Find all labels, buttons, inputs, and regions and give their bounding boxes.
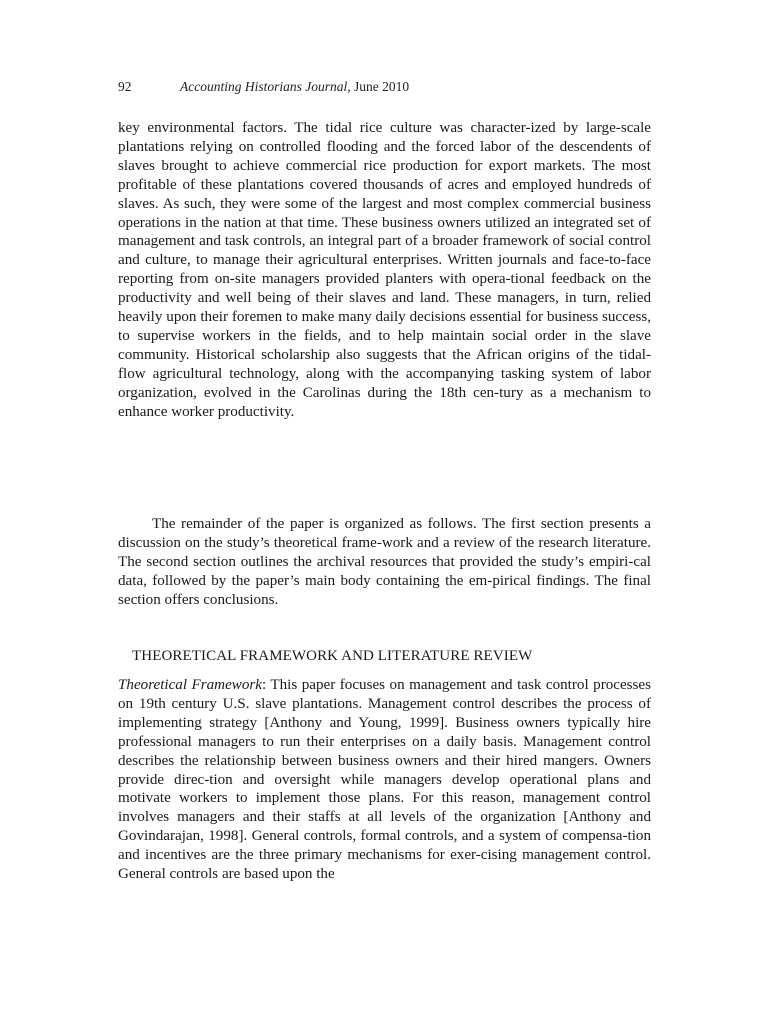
journal-title: Accounting Historians Journal, <box>180 79 351 94</box>
body-paragraph-2: The remainder of the paper is organized as follows. The first section presents a discussion on the study’s theoretical frame-work and a review of the research literature. The second section outlines the archival resources that provided the study’s empiri-cal data, followed by the paper’s main body containing the em-pirical findings. The final section offers conclusions. <box>118 516 651 608</box>
issue-date: June 2010 <box>350 79 410 94</box>
section-heading: THEORETICAL FRAMEWORK AND LITERATURE REVIEW <box>132 648 533 664</box>
page-number: 92 <box>118 79 132 94</box>
subsection-title: Theoretical Framework <box>118 677 262 693</box>
running-header <box>118 78 658 96</box>
body-paragraph-3 <box>118 676 651 884</box>
body-paragraph-3-text: : This paper focuses on management and task control processes on 19th century U.S. slave plantations. Management control describes the process of implementing strategy [Anthony and Young, 1999]. Business owners typically hire professional managers to run their enterprises on a daily basis. Management control describes the relationship between business owners and their hired mangers. Owners provide direc-tion and oversight while managers develop operational plans and motivate workers to implement those plans. For this reason, management control involves managers and their staffs at all levels of the organization [Anthony and Govindarajan, 1998]. General controls, formal controls, and a system of compensa-tion and incentives are the three primary mechanisms for exer-cising management control. General controls are based upon the <box>118 677 651 883</box>
body-paragraph-1: key environmental factors. The tidal rice culture was character-ized by large-scale plantations relying on controlled flooding and the forced labor of the descendents of slaves brought to achieve commercial rice production for export markets. The most profitable of these plantations covered thousands of acres and employed hundreds of slaves. As such, they were some of the largest and most complex commercial business operations in the nation at that time. These business owners utilized an integrated set of management and task controls, an integral part of a broader framework of social control and culture, to manage their agricultural enterprises. Written journals and face-to-face reporting from on-site managers provided planters with opera-tional feedback on the productivity and well being of their slaves and land. These managers, in turn, relied heavily upon their foremen to make many daily decisions essential for business success, to supervise workers in the fields, and to help maintain social order in the slave community. Historical scholarship also suggests that the African origins of the tidal-flow agricultural technology, along with the accompanying tasking system of labor organization, evolved in the Carolinas during the 18th cen-tury as a mechanism to enhance worker productivity. <box>118 120 651 420</box>
